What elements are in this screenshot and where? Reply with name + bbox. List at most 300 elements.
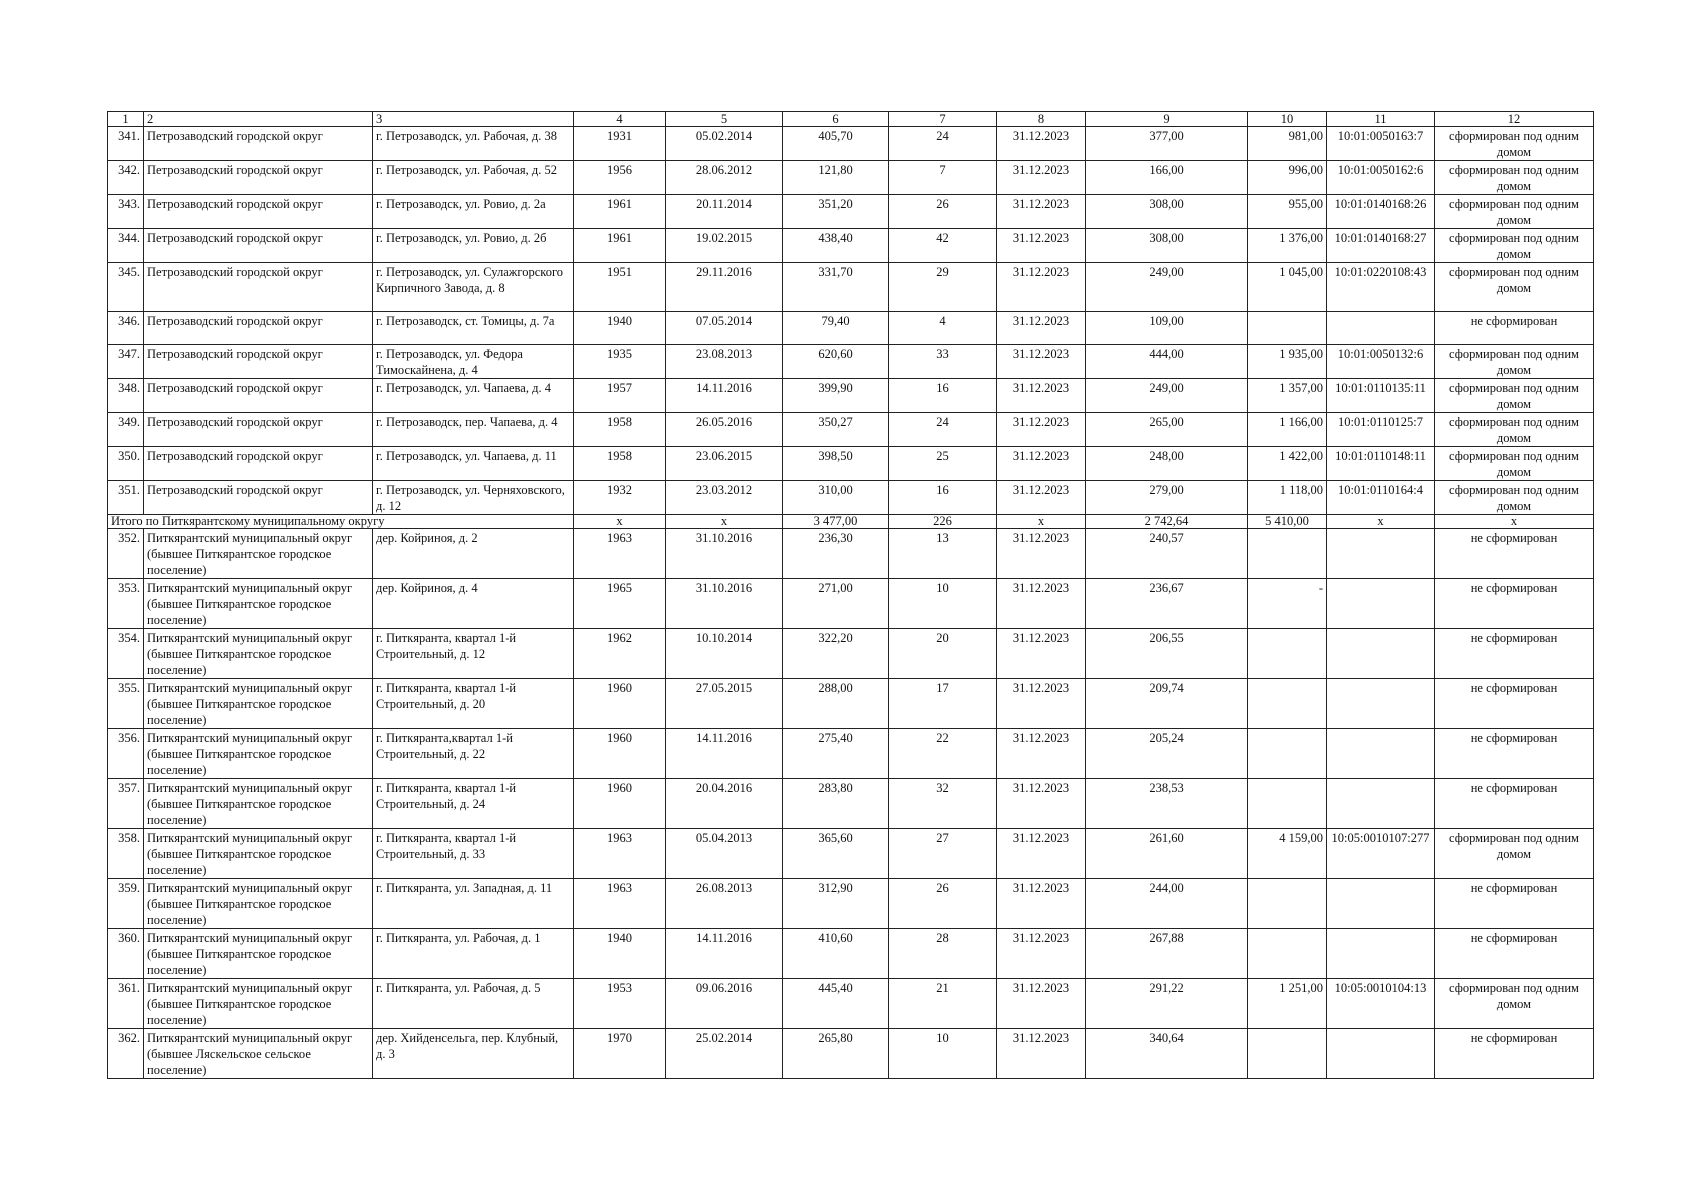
address-cell: г. Петрозаводск, ул. Чапаева, д. 4 [373,379,574,413]
status-cell: не сформирован [1435,1029,1594,1079]
district-cell: Питкярантский муниципальный округ (бывшее Питкярантское городское поселение) [144,629,373,679]
address-cell: г. Питкяранта, ул. Западная, д. 11 [373,879,574,929]
area-cell: 121,80 [783,161,889,195]
district-cell: Петрозаводский городской округ [144,413,373,447]
status-cell: сформирован под одним домом [1435,229,1594,263]
residents-cell: 10 [889,1029,997,1079]
registry-body [108,112,1594,1079]
district-cell: Петрозаводский городской округ [144,481,373,515]
land-area-cell: 1 166,00 [1248,413,1327,447]
status-cell: не сформирован [1435,929,1594,979]
year-cell: 1958 [574,447,666,481]
cadastral-cell [1327,529,1435,579]
total-c6: 3 477,00 [783,515,889,529]
table-row [108,829,1594,879]
land-area-cell [1248,779,1327,829]
residents-cell: 28 [889,929,997,979]
cadastral-cell: 10:01:0110135:11 [1327,379,1435,413]
district-cell: Питкярантский муниципальный округ (бывшее Питкярантское городское поселение) [144,879,373,929]
district-cell: Питкярантский муниципальный округ (бывшее Питкярантское городское поселение) [144,729,373,779]
residents-cell: 20 [889,629,997,679]
deadline-cell: 31.12.2023 [997,263,1086,312]
table-row [108,529,1594,579]
land-area-cell: 996,00 [1248,161,1327,195]
living-area-cell: 249,00 [1086,379,1248,413]
year-cell: 1961 [574,229,666,263]
deadline-cell: 31.12.2023 [997,729,1086,779]
address-cell: г. Петрозаводск, пер. Чапаева, д. 4 [373,413,574,447]
date-cell: 14.11.2016 [666,929,783,979]
status-cell: сформирован под одним домом [1435,829,1594,879]
residents-cell: 24 [889,413,997,447]
table-row [108,579,1594,629]
deadline-cell: 31.12.2023 [997,229,1086,263]
row-number: 347. [108,345,144,379]
date-cell: 29.11.2016 [666,263,783,312]
living-area-cell: 308,00 [1086,195,1248,229]
address-cell: дер. Койриноя, д. 4 [373,579,574,629]
cadastral-cell [1327,629,1435,679]
area-cell: 265,80 [783,1029,889,1079]
year-cell: 1940 [574,312,666,345]
year-cell: 1962 [574,629,666,679]
district-cell: Петрозаводский городской округ [144,161,373,195]
address-cell: г. Питкяранта, ул. Рабочая, д. 5 [373,979,574,1029]
col-num-9: 9 [1086,112,1248,127]
year-cell: 1958 [574,413,666,447]
address-cell: г. Петрозаводск, ул. Ровио, д. 2а [373,195,574,229]
deadline-cell: 31.12.2023 [997,679,1086,729]
area-cell: 79,40 [783,312,889,345]
status-cell: сформирован под одним домом [1435,481,1594,515]
district-cell: Питкярантский муниципальный округ (бывшее Питкярантское городское поселение) [144,679,373,729]
date-cell: 09.06.2016 [666,979,783,1029]
living-area-cell: 291,22 [1086,979,1248,1029]
area-cell: 398,50 [783,447,889,481]
table-row [108,779,1594,829]
deadline-cell: 31.12.2023 [997,779,1086,829]
date-cell: 20.04.2016 [666,779,783,829]
cadastral-cell: 10:01:0050132:6 [1327,345,1435,379]
deadline-cell: 31.12.2023 [997,195,1086,229]
area-cell: 236,30 [783,529,889,579]
deadline-cell: 31.12.2023 [997,345,1086,379]
land-area-cell [1248,312,1327,345]
area-cell: 399,90 [783,379,889,413]
cadastral-cell: 10:01:0050162:6 [1327,161,1435,195]
address-cell: г. Петрозаводск, ул. Рабочая, д. 52 [373,161,574,195]
col-num-8: 8 [997,112,1086,127]
year-cell: 1953 [574,979,666,1029]
year-cell: 1960 [574,779,666,829]
total-c11: x [1327,515,1435,529]
year-cell: 1957 [574,379,666,413]
living-area-cell: 249,00 [1086,263,1248,312]
status-cell: не сформирован [1435,529,1594,579]
cadastral-cell: 10:05:0010104:13 [1327,979,1435,1029]
status-cell: не сформирован [1435,729,1594,779]
area-cell: 620,60 [783,345,889,379]
district-cell: Питкярантский муниципальный округ (бывшее Питкярантское городское поселение) [144,979,373,1029]
status-cell: сформирован под одним домом [1435,345,1594,379]
land-area-cell: 1 935,00 [1248,345,1327,379]
cadastral-cell [1327,729,1435,779]
deadline-cell: 31.12.2023 [997,161,1086,195]
address-cell: г. Петрозаводск, ул. Сулажгорского Кирпичного Завода, д. 8 [373,263,574,312]
deadline-cell: 31.12.2023 [997,447,1086,481]
area-cell: 405,70 [783,127,889,161]
row-number: 352. [108,529,144,579]
total-label: Итого по Питкярантскому муниципальному округу [108,515,574,529]
date-cell: 23.06.2015 [666,447,783,481]
date-cell: 10.10.2014 [666,629,783,679]
status-cell: не сформирован [1435,629,1594,679]
living-area-cell: 308,00 [1086,229,1248,263]
address-cell: дер. Койриноя, д. 2 [373,529,574,579]
living-area-cell: 340,64 [1086,1029,1248,1079]
table-row [108,729,1594,779]
status-cell: не сформирован [1435,579,1594,629]
living-area-cell: 205,24 [1086,729,1248,779]
date-cell: 14.11.2016 [666,729,783,779]
total-c9: 2 742,64 [1086,515,1248,529]
date-cell: 26.05.2016 [666,413,783,447]
land-area-cell [1248,879,1327,929]
land-area-cell: 955,00 [1248,195,1327,229]
total-row [108,515,1594,529]
land-area-cell [1248,629,1327,679]
district-cell: Питкярантский муниципальный округ (бывшее Питкярантское городское поселение) [144,779,373,829]
cadastral-cell [1327,779,1435,829]
col-num-7: 7 [889,112,997,127]
land-area-cell [1248,929,1327,979]
cadastral-cell: 10:01:0140168:26 [1327,195,1435,229]
residents-cell: 25 [889,447,997,481]
living-area-cell: 265,00 [1086,413,1248,447]
deadline-cell: 31.12.2023 [997,413,1086,447]
deadline-cell: 31.12.2023 [997,127,1086,161]
table-row [108,263,1594,312]
area-cell: 365,60 [783,829,889,879]
cadastral-cell: 10:01:0110148:11 [1327,447,1435,481]
col-num-10: 10 [1248,112,1327,127]
residents-cell: 26 [889,879,997,929]
residents-cell: 24 [889,127,997,161]
table-row [108,929,1594,979]
address-cell: г. Питкяранта, квартал 1-й Строительный, д. 20 [373,679,574,729]
total-c4: x [574,515,666,529]
district-cell: Петрозаводский городской округ [144,263,373,312]
deadline-cell: 31.12.2023 [997,529,1086,579]
table-row [108,413,1594,447]
date-cell: 26.08.2013 [666,879,783,929]
land-area-cell [1248,1029,1327,1079]
col-num-6: 6 [783,112,889,127]
year-cell: 1931 [574,127,666,161]
living-area-cell: 166,00 [1086,161,1248,195]
area-cell: 275,40 [783,729,889,779]
status-cell: сформирован под одним домом [1435,379,1594,413]
table-row [108,481,1594,515]
residents-cell: 16 [889,481,997,515]
address-cell: г. Питкяранта, квартал 1-й Строительный, д. 33 [373,829,574,879]
col-num-5: 5 [666,112,783,127]
land-area-cell: 981,00 [1248,127,1327,161]
address-cell: г. Петрозаводск, ст. Томицы, д. 7а [373,312,574,345]
residents-cell: 17 [889,679,997,729]
address-cell: г. Петрозаводск, ул. Федора Тимоскайнена, д. 4 [373,345,574,379]
status-cell: сформирован под одним домом [1435,263,1594,312]
area-cell: 271,00 [783,579,889,629]
area-cell: 410,60 [783,929,889,979]
living-area-cell: 377,00 [1086,127,1248,161]
table-row [108,229,1594,263]
living-area-cell: 240,57 [1086,529,1248,579]
living-area-cell: 209,74 [1086,679,1248,729]
row-number: 355. [108,679,144,729]
row-number: 356. [108,729,144,779]
living-area-cell: 279,00 [1086,481,1248,515]
deadline-cell: 31.12.2023 [997,929,1086,979]
area-cell: 438,40 [783,229,889,263]
address-cell: г. Питкяранта,квартал 1-й Строительный, д. 22 [373,729,574,779]
status-cell: не сформирован [1435,779,1594,829]
deadline-cell: 31.12.2023 [997,1029,1086,1079]
land-area-cell: 1 045,00 [1248,263,1327,312]
residents-cell: 13 [889,529,997,579]
cadastral-cell: 10:01:0110164:4 [1327,481,1435,515]
row-number: 349. [108,413,144,447]
row-number: 342. [108,161,144,195]
row-number: 354. [108,629,144,679]
date-cell: 05.02.2014 [666,127,783,161]
residents-cell: 32 [889,779,997,829]
row-number: 346. [108,312,144,345]
district-cell: Петрозаводский городской округ [144,447,373,481]
row-number: 358. [108,829,144,879]
living-area-cell: 244,00 [1086,879,1248,929]
col-num-1: 1 [108,112,144,127]
year-cell: 1960 [574,679,666,729]
area-cell: 312,90 [783,879,889,929]
deadline-cell: 31.12.2023 [997,579,1086,629]
table-row [108,679,1594,729]
date-cell: 31.10.2016 [666,529,783,579]
area-cell: 350,27 [783,413,889,447]
district-cell: Петрозаводский городской округ [144,127,373,161]
row-number: 361. [108,979,144,1029]
year-cell: 1963 [574,529,666,579]
cadastral-cell: 10:01:0110125:7 [1327,413,1435,447]
land-area-cell: - [1248,579,1327,629]
living-area-cell: 267,88 [1086,929,1248,979]
registry-sheet [107,111,1593,1079]
residents-cell: 22 [889,729,997,779]
district-cell: Питкярантский муниципальный округ (бывшее Ляскельское сельское поселение) [144,1029,373,1079]
district-cell: Петрозаводский городской округ [144,229,373,263]
cadastral-cell [1327,312,1435,345]
row-number: 345. [108,263,144,312]
area-cell: 310,00 [783,481,889,515]
date-cell: 31.10.2016 [666,579,783,629]
row-number: 357. [108,779,144,829]
status-cell: сформирован под одним домом [1435,195,1594,229]
deadline-cell: 31.12.2023 [997,481,1086,515]
district-cell: Петрозаводский городской округ [144,379,373,413]
table-row [108,345,1594,379]
district-cell: Питкярантский муниципальный округ (бывшее Питкярантское городское поселение) [144,579,373,629]
living-area-cell: 444,00 [1086,345,1248,379]
date-cell: 23.03.2012 [666,481,783,515]
living-area-cell: 236,67 [1086,579,1248,629]
total-c10: 5 410,00 [1248,515,1327,529]
year-cell: 1965 [574,579,666,629]
living-area-cell: 206,55 [1086,629,1248,679]
status-cell: сформирован под одним домом [1435,979,1594,1029]
residents-cell: 16 [889,379,997,413]
date-cell: 20.11.2014 [666,195,783,229]
date-cell: 07.05.2014 [666,312,783,345]
residents-cell: 42 [889,229,997,263]
col-num-12: 12 [1435,112,1594,127]
col-num-2: 2 [144,112,373,127]
deadline-cell: 31.12.2023 [997,629,1086,679]
table-row [108,447,1594,481]
total-c8: x [997,515,1086,529]
residents-cell: 10 [889,579,997,629]
date-cell: 27.05.2015 [666,679,783,729]
address-cell: г. Петрозаводск, ул. Чапаева, д. 11 [373,447,574,481]
date-cell: 14.11.2016 [666,379,783,413]
cadastral-cell: 10:01:0220108:43 [1327,263,1435,312]
row-number: 350. [108,447,144,481]
year-cell: 1961 [574,195,666,229]
row-number: 362. [108,1029,144,1079]
residents-cell: 27 [889,829,997,879]
land-area-cell: 1 357,00 [1248,379,1327,413]
status-cell: сформирован под одним домом [1435,413,1594,447]
cadastral-cell [1327,1029,1435,1079]
address-cell: г. Питкяранта, ул. Рабочая, д. 1 [373,929,574,979]
year-cell: 1935 [574,345,666,379]
cadastral-cell [1327,579,1435,629]
row-number: 359. [108,879,144,929]
deadline-cell: 31.12.2023 [997,879,1086,929]
date-cell: 28.06.2012 [666,161,783,195]
land-area-cell [1248,529,1327,579]
row-number: 348. [108,379,144,413]
table-row [108,629,1594,679]
row-number: 343. [108,195,144,229]
cadastral-cell: 10:01:0050163:7 [1327,127,1435,161]
table-row [108,127,1594,161]
cadastral-cell: 10:01:0140168:27 [1327,229,1435,263]
residents-cell: 33 [889,345,997,379]
deadline-cell: 31.12.2023 [997,312,1086,345]
district-cell: Петрозаводский городской округ [144,312,373,345]
living-area-cell: 261,60 [1086,829,1248,879]
cadastral-cell [1327,929,1435,979]
table-row [108,879,1594,929]
cadastral-cell: 10:05:0010107:277 [1327,829,1435,879]
total-c7: 226 [889,515,997,529]
address-cell: г. Петрозаводск, ул. Рабочая, д. 38 [373,127,574,161]
land-area-cell: 1 422,00 [1248,447,1327,481]
status-cell: не сформирован [1435,879,1594,929]
district-cell: Питкярантский муниципальный округ (бывшее Питкярантское городское поселение) [144,529,373,579]
deadline-cell: 31.12.2023 [997,379,1086,413]
living-area-cell: 248,00 [1086,447,1248,481]
date-cell: 23.08.2013 [666,345,783,379]
area-cell: 288,00 [783,679,889,729]
col-num-11: 11 [1327,112,1435,127]
year-cell: 1970 [574,1029,666,1079]
year-cell: 1963 [574,829,666,879]
year-cell: 1960 [574,729,666,779]
deadline-cell: 31.12.2023 [997,979,1086,1029]
table-row [108,161,1594,195]
district-cell: Петрозаводский городской округ [144,345,373,379]
cadastral-cell [1327,879,1435,929]
year-cell: 1963 [574,879,666,929]
row-number: 341. [108,127,144,161]
living-area-cell: 109,00 [1086,312,1248,345]
date-cell: 25.02.2014 [666,1029,783,1079]
status-cell: не сформирован [1435,312,1594,345]
status-cell: сформирован под одним домом [1435,161,1594,195]
total-c12: x [1435,515,1594,529]
total-c5: x [666,515,783,529]
area-cell: 322,20 [783,629,889,679]
date-cell: 05.04.2013 [666,829,783,879]
year-cell: 1940 [574,929,666,979]
residents-cell: 7 [889,161,997,195]
address-cell: г. Петрозаводск, ул. Черняховского, д. 12 [373,481,574,515]
deadline-cell: 31.12.2023 [997,829,1086,879]
row-number: 344. [108,229,144,263]
residents-cell: 26 [889,195,997,229]
area-cell: 331,70 [783,263,889,312]
row-number: 351. [108,481,144,515]
district-cell: Петрозаводский городской округ [144,195,373,229]
year-cell: 1932 [574,481,666,515]
housing-registry-table [107,111,1594,1079]
column-number-row [108,112,1594,127]
land-area-cell: 1 376,00 [1248,229,1327,263]
status-cell: сформирован под одним домом [1435,127,1594,161]
land-area-cell [1248,729,1327,779]
residents-cell: 4 [889,312,997,345]
land-area-cell: 1 251,00 [1248,979,1327,1029]
table-row [108,379,1594,413]
area-cell: 283,80 [783,779,889,829]
address-cell: дер. Хийденсельга, пер. Клубный, д. 3 [373,1029,574,1079]
year-cell: 1951 [574,263,666,312]
address-cell: г. Питкяранта, квартал 1-й Строительный, д. 24 [373,779,574,829]
date-cell: 19.02.2015 [666,229,783,263]
area-cell: 351,20 [783,195,889,229]
col-num-3: 3 [373,112,574,127]
district-cell: Питкярантский муниципальный округ (бывшее Питкярантское городское поселение) [144,829,373,879]
row-number: 353. [108,579,144,629]
land-area-cell: 4 159,00 [1248,829,1327,879]
residents-cell: 21 [889,979,997,1029]
table-row [108,1029,1594,1079]
col-num-4: 4 [574,112,666,127]
status-cell: не сформирован [1435,679,1594,729]
address-cell: г. Петрозаводск, ул. Ровио, д. 2б [373,229,574,263]
residents-cell: 29 [889,263,997,312]
